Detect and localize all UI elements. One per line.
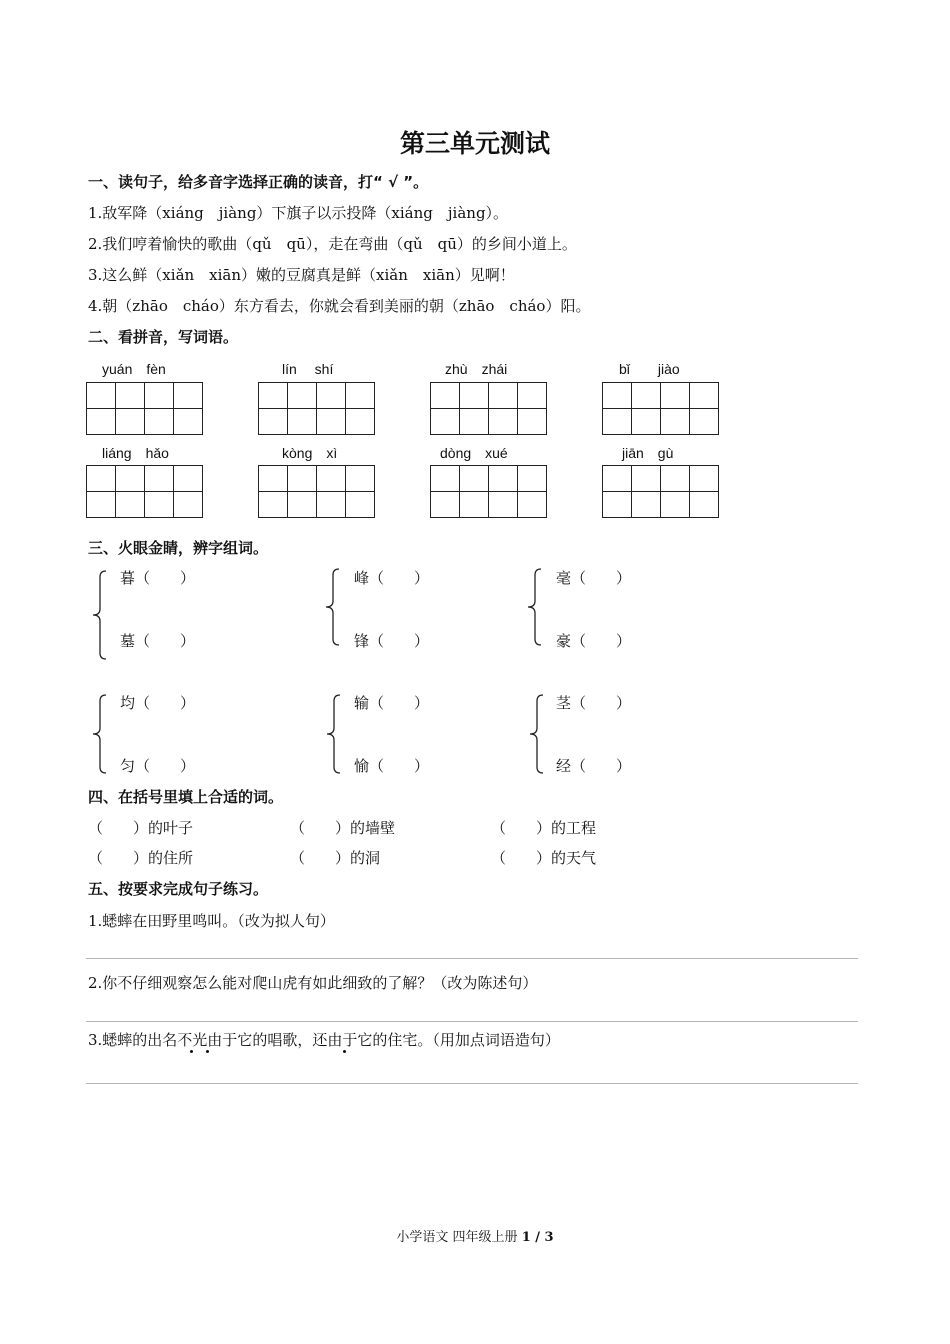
fill-blank-item: （ ）的天气 <box>491 849 597 867</box>
page-title: 第三单元测试 <box>399 129 550 158</box>
fill-blank-item: （ ）的叶子 <box>88 819 194 837</box>
writing-grid[interactable] <box>86 382 203 435</box>
char-option: 输（ ） <box>354 694 430 712</box>
char-option: 匀（ ） <box>120 757 196 775</box>
fill-blank-item: （ ）的住所 <box>88 849 194 867</box>
section5-heading: 五、按要求完成句子练习。 <box>88 880 269 898</box>
writing-grid[interactable] <box>430 465 547 518</box>
fill-blank-item: （ ）的墙壁 <box>290 819 396 837</box>
pinyin-label: zhù zhái <box>445 361 508 377</box>
pinyin-label: lín shí <box>282 361 334 377</box>
writing-grid[interactable] <box>430 382 547 435</box>
char-option: 经（ ） <box>556 757 632 775</box>
brace-icon <box>92 570 105 660</box>
page-number: 1 / 3 <box>521 1230 554 1245</box>
section1-item-3: 3.这么鲜（xiǎn xiān）嫩的豆腐真是鲜（xiǎn xiān）见啊！ <box>88 266 515 284</box>
answer-line[interactable] <box>86 1083 858 1084</box>
writing-grid[interactable] <box>602 465 719 518</box>
answer-line[interactable] <box>86 1021 858 1022</box>
pinyin-label: kòng xì <box>282 445 338 461</box>
fill-blank-item: （ ）的洞 <box>290 849 381 867</box>
brace-icon <box>529 694 542 774</box>
writing-grid[interactable] <box>258 465 375 518</box>
section4-heading: 四、在括号里填上合适的词。 <box>88 788 284 806</box>
fill-blank-item: （ ）的工程 <box>491 819 597 837</box>
char-option: 墓（ ） <box>120 632 196 650</box>
char-option: 峰（ ） <box>354 569 430 587</box>
section1-item-2: 2.我们哼着愉快的歌曲（qǔ qū），走在弯曲（qǔ qū）的乡间小道上。 <box>88 235 577 253</box>
emphasis-dot <box>206 1050 209 1053</box>
char-option: 毫（ ） <box>556 569 632 587</box>
sentence-task-3: 3.蟋蟀的出名不光由于它的唱歌，还由于它的住宅。（用加点词语造句） <box>88 1031 560 1049</box>
writing-grid[interactable] <box>602 382 719 435</box>
sentence-task-2: 2.你不仔细观察怎么能对爬山虎有如此细致的了解？（改为陈述句） <box>88 974 538 992</box>
char-option: 锋（ ） <box>354 632 430 650</box>
section2-heading: 二、看拼音，写词语。 <box>88 328 239 346</box>
brace-icon <box>326 694 339 774</box>
brace-icon <box>527 568 540 646</box>
pinyin-label: bǐ jiào <box>619 361 680 377</box>
answer-line[interactable] <box>86 958 858 959</box>
writing-grid[interactable] <box>258 382 375 435</box>
footer-text: 小学语文 四年级上册 <box>396 1230 522 1245</box>
char-option: 均（ ） <box>120 694 196 712</box>
char-option: 豪（ ） <box>556 632 632 650</box>
char-option: 愉（ ） <box>354 757 430 775</box>
emphasis-dot <box>190 1050 193 1053</box>
pinyin-label: dòng xué <box>440 445 508 461</box>
pinyin-label: yuán fèn <box>102 361 166 377</box>
section1-heading: 一、读句子，给多音字选择正确的读音，打“ √ ”。 <box>88 173 429 191</box>
brace-icon <box>92 694 105 774</box>
pinyin-label: liáng hǎo <box>102 445 169 461</box>
char-option: 茎（ ） <box>556 694 632 712</box>
section1-item-4: 4.朝（zhāo cháo）东方看去，你就会看到美丽的朝（zhāo cháo）阳。 <box>88 297 591 315</box>
char-option: 暮（ ） <box>120 569 196 587</box>
brace-icon <box>325 568 338 646</box>
sentence-task-1: 1.蟋蟀在田野里鸣叫。（改为拟人句） <box>88 912 335 930</box>
section3-heading: 三、火眼金睛，辨字组词。 <box>88 539 269 557</box>
emphasis-dot <box>343 1050 346 1053</box>
section1-item-1: 1.敌军降（xiáng jiàng）下旗子以示投降（xiáng jiàng）。 <box>88 204 509 222</box>
pinyin-label: jiān gù <box>622 445 674 461</box>
writing-grid[interactable] <box>86 465 203 518</box>
page-footer <box>0 1226 950 1245</box>
